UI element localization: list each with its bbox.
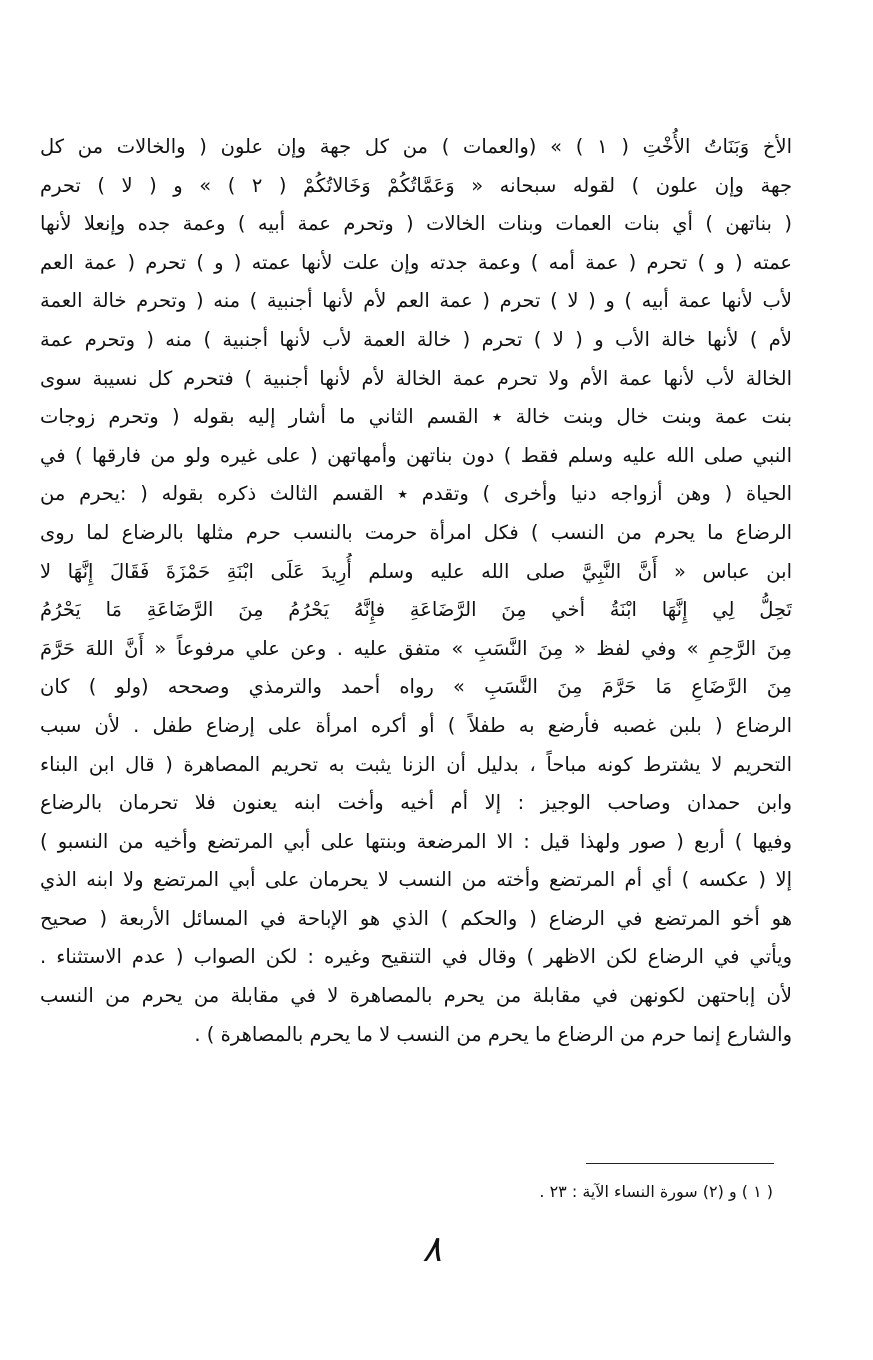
text-line: الأخ وَبَنَاتُ الأُخْتِ ( ١ ) » (والعمات ) من كل جهة وإن علون ( والخالات من كل	[40, 135, 792, 158]
text-line: النبي صلى الله عليه وسلم فقط ) دون بناتهن وأمهاتهن ( على غيره ولو من فارقها ) في	[40, 443, 792, 467]
text-line: عمته ( و ) تحرم ( عمة أمه ) وعمة جدته وإن علت لأنها عمته ( و ) تحرم ( عمة العم	[40, 250, 792, 274]
text-line: تَحِلُّ لِي إِنَّهَا ابْنَةُ أخي مِنَ الرَّضَاعَةِ فإِنَّهُ يَحْرُمُ مِنَ الرَّضَاعَةِ مَا يَحْرُمُ	[40, 598, 792, 622]
text-line: مِنَ الرَّحِمِ » وفي لفظ « مِنَ النَّسَبِ » متفق عليه . وعن علي مرفوعاً « أَنَّ اللهَ حَرَّمَ	[40, 636, 792, 660]
body-text	[40, 128, 792, 1054]
text-line: التحريم لا يشترط كونه مباحاً ، بدليل أن الزنا يثبت به تحريم المصاهرة ( قال ابن البناء	[40, 752, 792, 776]
text-line: جهة وإن علون ) لقوله سبحانه « وَعَمَّاتُكُمْ وَخَالاتُكُمْ ( ٢ ) » و ( لا ) تحرم	[40, 173, 792, 197]
text-line: ( بناتهن ) أي بنات العمات وبنات الخالات ( وتحرم عمة أبيه ) وعمة جده وإنعلا لأنها	[40, 212, 792, 236]
text-line: ويأتي في الرضاع لكن الاظهر ) وقال في التنقيح وغيره : لكن الصواب ( عدم الاستثناء .	[40, 945, 792, 969]
text-line: الرضاع ما يحرم من النسب ) فكل امرأة حرمت بالنسب حرم مثلها بالرضاع لما روى	[40, 520, 792, 544]
text-line: لأب لأنها عمة أبيه ) و ( لا ) تحرم ( عمة العم لأم لأنها أجنبية ) منه ( وتحرم خالة العمة	[40, 289, 792, 313]
text-line: الخالة لأب لأنها عمة الأم ولا تحرم عمة الخالة لأم لأنها أجنبية ) فتحرم كل نسيبة سوى	[40, 366, 792, 390]
text-line: وابن حمدان وصاحب الوجيز : إلا أم أخيه وأخت ابنه يعنون فلا تحرمان بالرضاع	[40, 791, 792, 815]
text-line: بنت عمة وبنت خال وبنت خالة ٭ القسم الثاني ما أشار إليه بقوله ( وتحرم زوجات	[40, 405, 792, 429]
text-line: لأم ) لأنها خالة الأب و ( لا ) تحرم ( خالة العمة لأب لأنها أجنبية ) منه ( وتحرم عمة	[40, 327, 792, 351]
footnote-divider	[586, 1163, 774, 1164]
text-line: ابن عباس « أَنَّ النَّبِيَّ صلى الله عليه وسلم أُرِيدَ عَلَى ابْنَةِ حَمْزَةَ فَقَالَ إِنَّهَا لا	[40, 559, 792, 583]
text-line: الرضاع ( بلبن غصبه فأرضع به طفلاً ) أو أكره امرأة على إرضاع طفل . لأن سبب	[40, 713, 792, 737]
footnote: ( ١ ) و (٢) سورة النساء الآية : ٢٣ .	[539, 1182, 773, 1201]
text-line: والشارع إنما حرم من الرضاع ما يحرم من النسب لا ما يحرم بالمصاهرة ) .	[194, 1022, 792, 1046]
text-line: هو أخو المرتضع في الرضاع ( والحكم ) الذي هو الإباحة في المسائل الأربعة ( صحيح	[40, 906, 792, 930]
text-line: إلا ( عكسه ) أي أم المرتضع وأخته من النسب لا يحرمان على أبي المرتضع ولا ابنه الذي	[40, 868, 792, 892]
text-line: الحياة ( وهن أزواجه دنيا وأخرى ) وتقدم ٭ القسم الثالث ذكره بقوله ( :يحرم من	[40, 482, 792, 506]
text-line: لأن إباحتهن لكونهن في مقابلة من يحرم بالمصاهرة لا في مقابلة من يحرم من النسب	[40, 984, 792, 1008]
text-line: وفيها ) أربع ( صور ولهذا قيل : الا المرضعة وبنتها على أبي المرتضع وأخيه من النسبو )	[40, 829, 792, 853]
page-number: ٨	[422, 1229, 442, 1270]
text-line: مِنَ الرَّضَاعِ مَا حَرَّمَ مِنَ النَّسَبِ » رواه أحمد والترمذي وصححه (ولو ) كان	[40, 675, 792, 699]
